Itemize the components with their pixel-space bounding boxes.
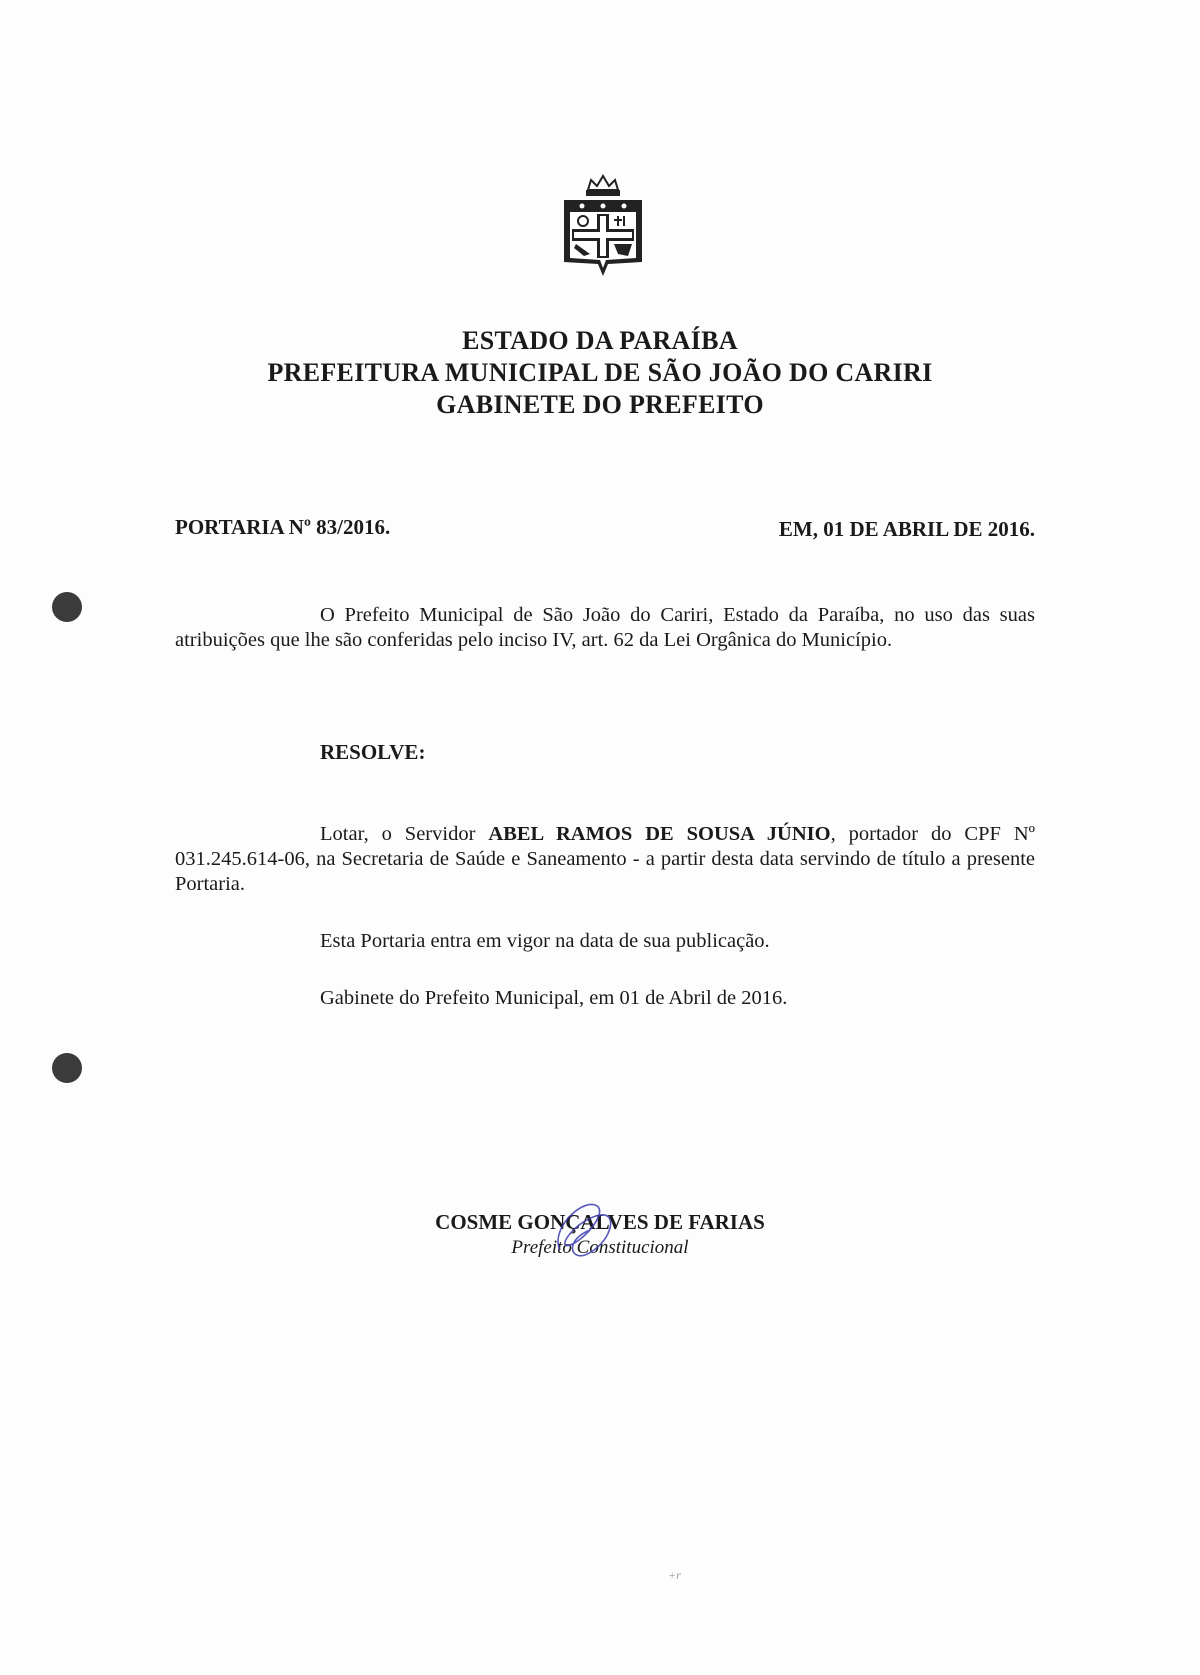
lotar-suffix: , portador do CPF Nº 031.245.614-06, na Secretaria de Saúde e Saneamento - a partir desta data servindo de título a presente Portaria. bbox=[175, 823, 1035, 895]
coat-of-arms-icon bbox=[558, 172, 648, 284]
header-prefeitura: PREFEITURA MUNICIPAL DE SÃO JOÃO DO CARIRI bbox=[267, 358, 933, 387]
lotar-paragraph bbox=[175, 822, 1035, 897]
signer-title: Prefeito Constitucional bbox=[511, 1237, 689, 1258]
punch-hole-top bbox=[52, 592, 82, 622]
header-gabinete: GABINETE DO PREFEITO bbox=[436, 390, 764, 419]
header-state: ESTADO DA PARAÍBA bbox=[462, 326, 738, 355]
intro-paragraph bbox=[175, 603, 1035, 653]
vigor-paragraph: Esta Portaria entra em vigor na data de sua publicação. bbox=[320, 930, 770, 952]
signature-scribble-icon bbox=[540, 1190, 630, 1270]
servidor-name: ABEL RAMOS DE SOUSA JÚNIO bbox=[488, 823, 831, 845]
signer-name: COSME GONÇALVES DE FARIAS bbox=[435, 1210, 765, 1234]
resolve-heading: RESOLVE: bbox=[320, 740, 426, 764]
portaria-number: PORTARIA Nº 83/2016. bbox=[175, 515, 391, 539]
lotar-prefix: Lotar, o Servidor bbox=[320, 823, 489, 845]
document-header bbox=[0, 325, 1200, 421]
portaria-date: EM, 01 DE ABRIL DE 2016. bbox=[778, 517, 1035, 541]
portaria-row bbox=[175, 515, 1035, 545]
intro-text: O Prefeito Municipal de São João do Cariri, Estado da Paraíba, no uso das suas atribuições que lhe são conferidas pelo inciso IV, art. 62 da Lei Orgânica do Município. bbox=[175, 604, 1035, 651]
page-mark: +r bbox=[668, 1568, 681, 1582]
punch-hole-bottom bbox=[52, 1053, 82, 1083]
gabinete-paragraph: Gabinete do Prefeito Municipal, em 01 de Abril de 2016. bbox=[320, 987, 788, 1009]
